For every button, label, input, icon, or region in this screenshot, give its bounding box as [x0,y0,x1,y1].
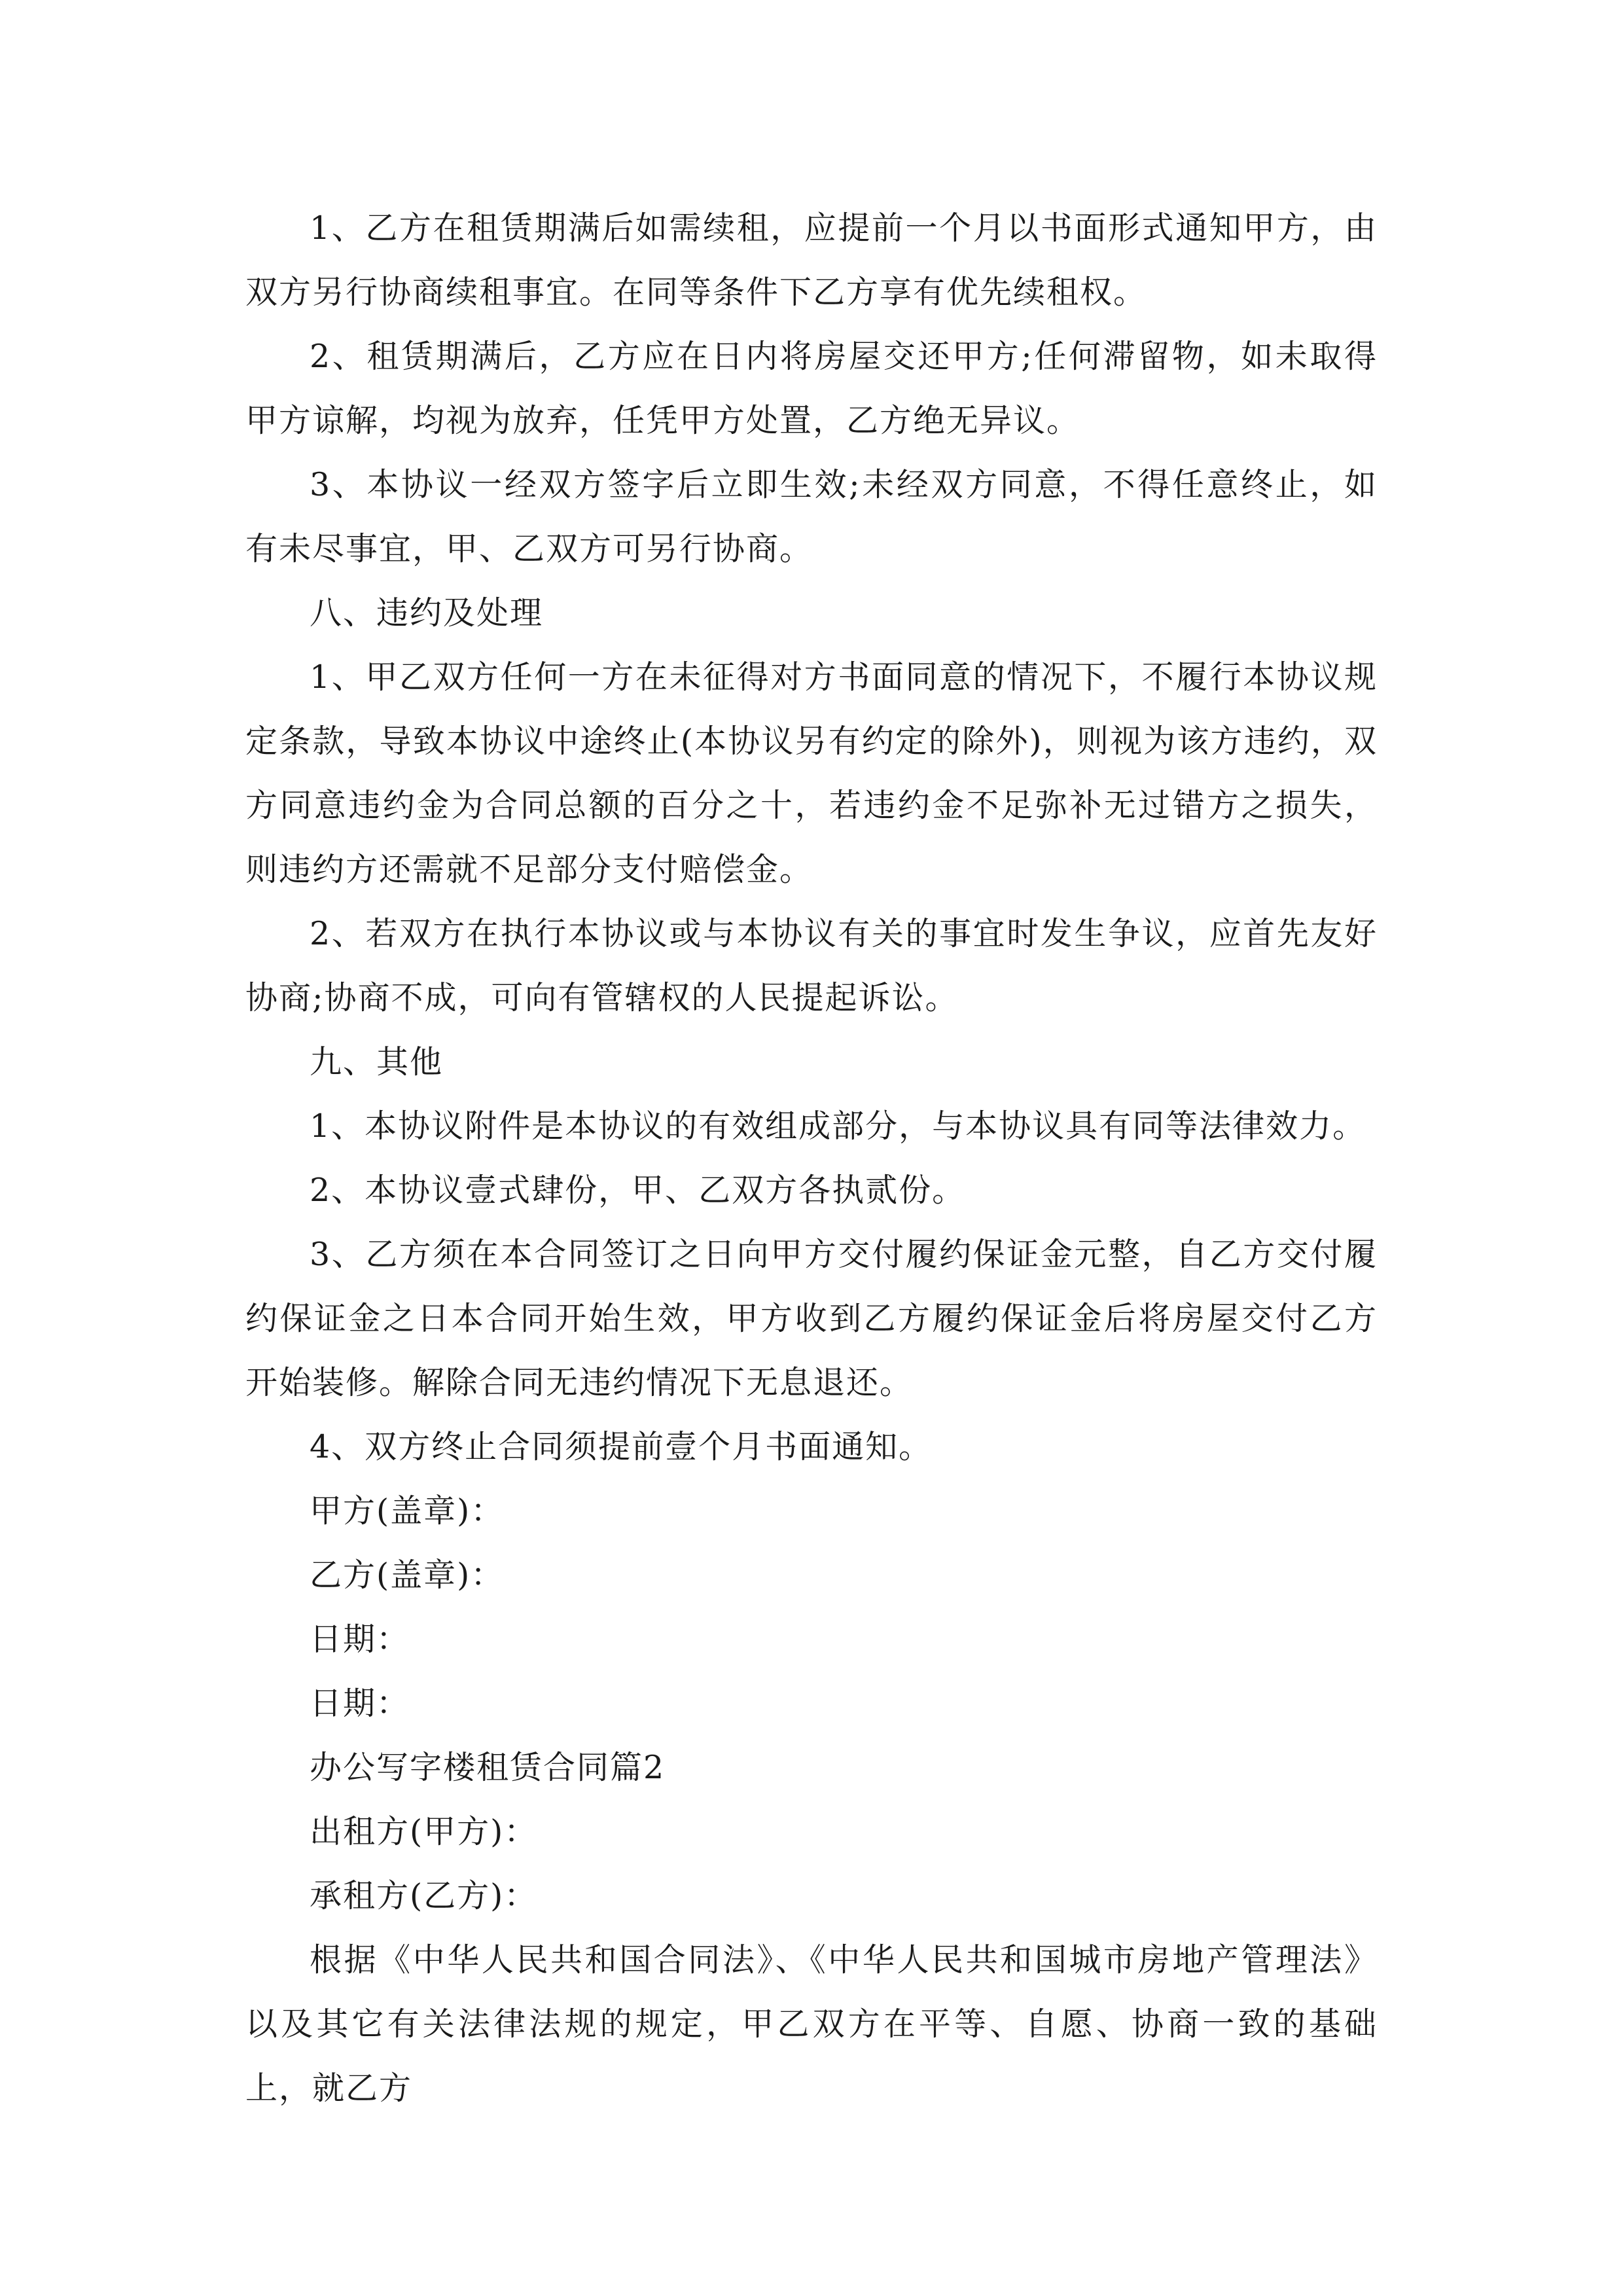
party-b-seal-line: 乙方(盖章)： [310,1556,505,1594]
clause-copies: 2、本协议壹式肆份，甲、乙双方各执贰份。 [310,1172,966,1209]
clause-termination-notice: 4、双方终止合同须提前壹个月书面通知。 [310,1428,933,1465]
date-line-b: 日期： [310,1685,410,1722]
clause-effectiveness: 3、本协议一经双方签字后立即生效;未经双方同意，不得任意终止，如有未尽事宜，甲、乙双方可另行协商。 [245,466,1378,567]
document-body [245,196,1378,2121]
clause-breach-penalty: 1、甲乙双方任何一方在未征得对方书面同意的情况下，不履行本协议规定条款，导致本协议中途终止(本协议另有约定的除外)，则视为该方违约，双方同意违约金为合同总额的百分之十，若违约金不足弥补无过错方之损失，则违约方还需就不足部分支付赔偿金。 [245,658,1378,888]
section-heading-breach: 八、违约及处理 [310,594,544,632]
lessee-line: 承租方(乙方)： [310,1877,538,1914]
lessor-line: 出租方(甲方)： [310,1813,538,1850]
party-a-seal-line: 甲方(盖章)： [310,1492,505,1530]
clause-deposit: 3、乙方须在本合同签订之日向甲方交付履约保证金元整，自乙方交付履约保证金之日本合同开始生效，甲方收到乙方履约保证金后将房屋交付乙方开始装修。解除合同无违约情况下无息退还。 [245,1236,1378,1401]
clause-return-premises: 2、租赁期满后，乙方应在日内将房屋交还甲方;任何滞留物，如未取得甲方谅解，均视为放弃，任凭甲方处置，乙方绝无异议。 [245,338,1378,439]
date-line-a: 日期： [310,1621,410,1658]
legal-basis-paragraph: 根据《中华人民共和国合同法》、《中华人民共和国城市房地产管理法》以及其它有关法律法规的规定，甲乙双方在平等、自愿、协商一致的基础上，就乙方 [245,1941,1378,2107]
clause-dispute-resolution: 2、若双方在执行本协议或与本协议有关的事宜时发生争议，应首先友好协商;协商不成，可向有管辖权的人民提起诉讼。 [245,915,1378,1016]
clause-renewal-notice: 1、乙方在租赁期满后如需续租，应提前一个月以书面形式通知甲方，由双方另行协商续租事宜。在同等条件下乙方享有优先续租权。 [245,209,1378,311]
section-heading-other: 九、其他 [310,1043,444,1081]
clause-attachments: 1、本协议附件是本协议的有效组成部分，与本协议具有同等法律效力。 [310,1107,1366,1145]
contract-title-part2: 办公写字楼租赁合同篇2 [310,1749,666,1786]
